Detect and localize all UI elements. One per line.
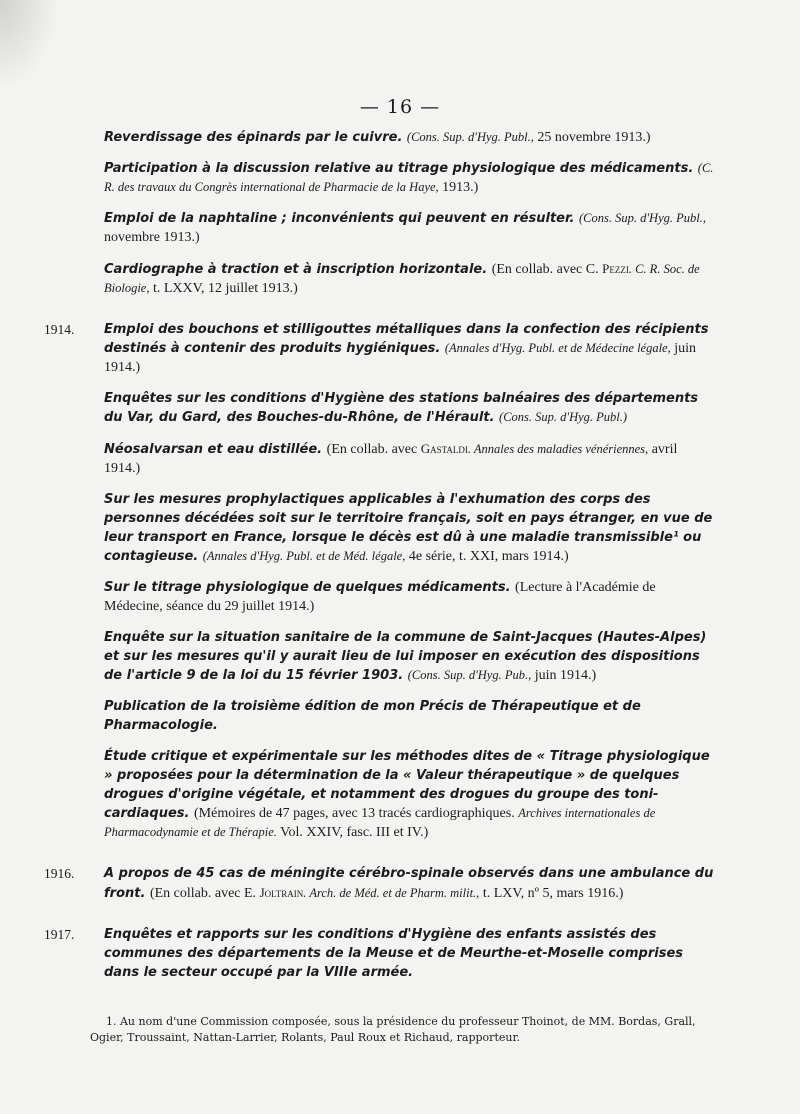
entry-year: 1914. (44, 322, 75, 337)
entry-details: t. LXXV, 12 juillet 1913.) (149, 281, 298, 296)
entry-details: 25 novembre 1913.) (533, 130, 651, 145)
entry-title: Enquêtes sur les conditions d'Hygiène des stations balnéaires des départements du Var, du Gard, des Bouches-du-Rhône, de l'Hérault. (104, 391, 699, 425)
entry-coauthor: Joltrain (259, 885, 304, 900)
entry-reference: . C. R. Soc. de Biologie, (104, 262, 700, 295)
entry-reference: (Annales d'Hyg. Publ. et de Médecine légale, (444, 341, 671, 355)
entry-details: juin 1914.) (531, 668, 597, 683)
entry-details: novembre 1913.) (104, 230, 200, 245)
entry-note: (En collab. avec (326, 442, 421, 457)
bibliography-entry (74, 259, 714, 298)
bibliography-entry (74, 159, 714, 197)
entry-title: Participation à la discussion relative au titrage physiologique des médicaments. (104, 161, 698, 176)
bibliography-entry (74, 209, 714, 247)
entry-details: juin 1914.) (104, 341, 697, 375)
entry-details: avril 1914.) (104, 442, 678, 476)
entry-note: (Lecture à l'Académie de Médecine, séance du 29 juillet 1914.) (104, 580, 656, 614)
bibliography-entry (74, 578, 714, 616)
footnote: 1. Au nom d'une Commission composée, sous la présidence du professeur Thoinot, de MM. Bordas, Grall, Ogier, Troussaint, Nattan-Larrier, Rolants, Paul Roux et Richaud, rapporteur. (90, 1015, 696, 1044)
entry-title: A propos de 45 cas de méningite cérébro-spinale observés dans une ambulance du front. (104, 866, 714, 901)
entry-reference: (C. R. des travaux du Congrès international de Pharmacie de la Haye, (104, 161, 714, 194)
bibliography-entry (74, 490, 714, 566)
entry-note: (En collab. avec C. (491, 262, 603, 277)
entry-reference: (Annales d'Hyg. Publ. et de Méd. légale, (202, 549, 406, 563)
bibliography-entry (74, 747, 714, 842)
entry-title: Publication de la troisième édition de mon Précis de Thérapeutique et de Pharmacologie. (104, 699, 641, 733)
entry-title: Cardiographe à traction et à inscription horizontale. (104, 262, 492, 277)
entry-note: (En collab. avec E. (149, 886, 260, 901)
entry-title: Néosalvarsan et eau distillée. (104, 442, 327, 457)
entry-title: Enquête sur la situation sanitaire de la commune de Saint-Jacques (Hautes-Alpes) et sur les mesures qu'il y aurait lieu de lui imposer en exécution des dispositions de l'article 9 de la loi du 15 février 1903. (104, 630, 707, 683)
entry-year: 1916. (44, 866, 75, 881)
entry-title: Emploi des bouchons et stilligouttes métalliques dans la confection des récipients destinés à contenir des produits hygiéniques. (104, 322, 709, 356)
entry-reference: . Arch. de Méd. et de Pharm. milit., (303, 886, 480, 900)
page-stain (0, 0, 60, 90)
entry-title: Reverdissage des épinards par le cuivre. (104, 130, 407, 145)
entry-details: 4e série, t. XXI, mars 1914.) (405, 549, 569, 564)
bibliography-entry (44, 864, 714, 903)
bibliography-entry (44, 925, 714, 982)
bibliography-entry (44, 320, 714, 377)
entry-title: Sur le titrage physiologique de quelques médicaments. (104, 580, 516, 595)
entry-reference: (Cons. Sup. d'Hyg. Publ.) (499, 410, 628, 424)
bibliography-entry (74, 628, 714, 685)
entry-note: (Mémoires de 47 pages, avec 13 tracés cardiographiques. (194, 806, 519, 821)
entry-details: Vol. XXIV, fasc. III et IV.) (276, 825, 429, 840)
entry-year: 1917. (44, 927, 75, 942)
bibliography-entry (74, 128, 714, 147)
entry-title: Emploi de la naphtaline ; inconvénients qui peuvent en résulter. (104, 211, 580, 226)
entry-reference: Archives internationales de Pharmacodynamie et de Thérapie. (104, 806, 656, 839)
entry-details: 1913.) (438, 180, 479, 195)
entry-title: Enquêtes et rapports sur les conditions d'Hygiène des enfants assistés des communes des départements de la Meuse et de Meurthe-et-Moselle comprises dans le secteur occupé par la VIIIe armée. (104, 927, 683, 980)
bibliography-entry (74, 439, 714, 478)
entry-reference: (Cons. Sup. d'Hyg. Publ., (406, 130, 534, 144)
entry-reference: (Cons. Sup. d'Hyg. Publ., (579, 211, 706, 225)
entry-title: Étude critique et expérimentale sur les méthodes dites de « Titrage physiologique » proposées pour la détermination de la « Valeur thérapeutique » de quelques drogues d'origine végétale, et notamment des drogues du groupe des toni-cardiaques. (104, 749, 710, 821)
bibliography-entry (74, 389, 714, 427)
entry-title: Sur les mesures prophylactiques applicables à l'exhumation des corps des personnes décédées soit sur le territoire français, soit en pays étranger, en vue de leur transport en France, lorsque le décès est dû à une maladie transmissible¹ ou contagieuse. (104, 492, 713, 564)
entry-reference: . Annales des maladies vénériennes, (467, 442, 649, 456)
entry-details: t. LXV, nº 5, mars 1916.) (479, 886, 624, 901)
entry-coauthor: Gastaldi (420, 441, 468, 456)
page-number: — 16 — (359, 96, 441, 118)
entry-coauthor: Pezzi (602, 261, 629, 276)
entry-reference: (Cons. Sup. d'Hyg. Pub., (407, 668, 532, 682)
bibliography-list (44, 128, 714, 994)
bibliography-entry (74, 697, 714, 735)
